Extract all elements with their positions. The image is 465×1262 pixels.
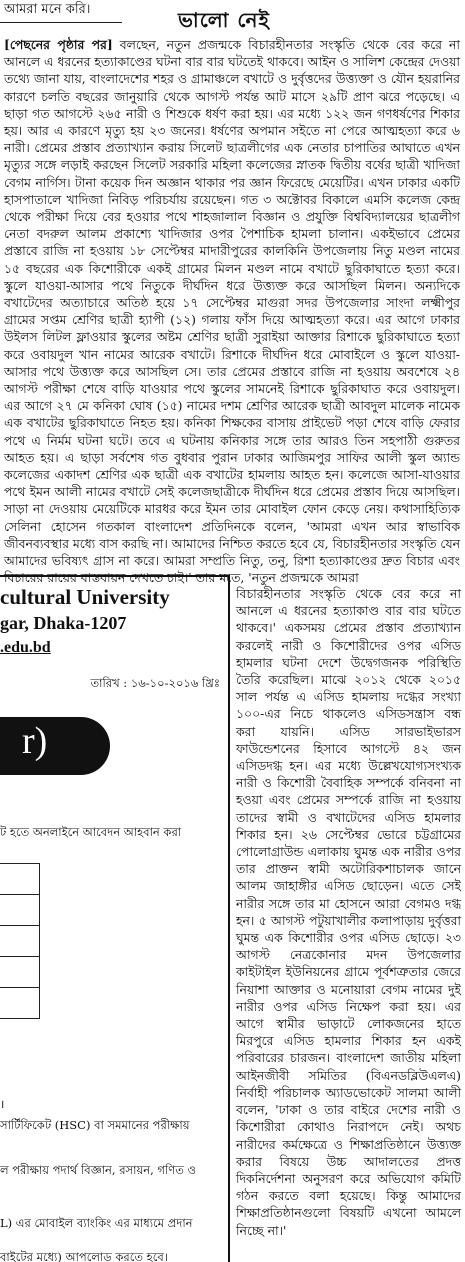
table-row — [0, 863, 40, 894]
article-body — [4, 36, 460, 587]
ad-date: তারিখ : ১৬-১০-২০১৬ খ্রিঃ — [90, 676, 220, 690]
university-advertisement — [0, 575, 230, 1262]
article-paragraph-2: বিচারহীনতার সংস্কৃতি থেকে বের করে না আনলে এ ধরনের হত্যাকাণ্ড বার বার ঘটতে থাকবে।' একসময় প্রেমের প্রস্তাব প্রত্যাখ্যান করলেই নারী ও কিশোরীদের ওপর এসিড হামলার ঘটনা দেশে উদ্বেগজনক পরিস্থিতি তৈরি করেছিল। মাঝে ২০১২ থেকে ২০১৫ সাল পর্যন্ত এ এসিড হামলায় দগ্ধের সংখ্যা ১০০-এর নিচে থাকলেও এসিডসন্ত্রাস বন্ধ করা যায়নি। এসিড সারভাইভারস ফাউন্ডেশনের হিসাবে আগস্টে ৪২ জন এসিডদগ্ধ হন। এর মধ্যে উল্লেখযোগ্যসংখ্যক নারী ও কিশোরী বৈবাহিক সম্পর্কে বনিবনা না হওয়া এবং প্রেমের সম্পর্কে রাজি না হওয়ায় তাদের স্বামী ও বখাটেদের এসিড হামলার শিকার হন। ২৬ সেপ্টেম্বর ভোরে চট্টগ্রামের পোলোগ্রাউন্ড এলাকায় ঘুমন্ত এক নারীর ওপর তার প্রাক্তন স্বামী অটোরিকশাচালক জানে আলম জাহাঙ্গীর এসিড ছোড়েন। এতে সেই নারীর সঙ্গে তার মা হোসনে আরা বেগমও দগ্ধ হন। ৫ আগস্ট পটুয়াখালীর কলাপাড়ায় দুর্বৃত্তরা ঘুমন্ত এক কিশোরীর ওপর এসিড ছোড়ে। ২৩ আগস্ট নেত্রকোনার মদন উপজেলার কাইটাইল ইউনিয়নের গ্রামে পূর্বশত্রুতার জেরে নিয়াশা আক্তার ও মনোয়ারা বেগম নামের দুই নারীর ওপর এসিড নিক্ষেপ করা হয়। এর আগে স্বামীর ভাড়াটে লোকজনের হাতে মিরপুরে এসিড হামলার শিকার হন একই পরিবারের চারজন। বাংলাদেশ জাতীয় মহিলা আইনজীবী সমিতির (বিএনডব্লিউএলএ) নির্বাহী পরিচালক অ্যাডভোকেট সালমা আলী বলেন, 'ঢাকা ও তার বাইরে দেশের নারী ও কিশোরীরা কোথাও নিরাপদে নেই। অথচ নারীদের কর্মক্ষেত্রে ও শিক্ষাপ্রতিষ্ঠানে উত্ত্যক্ত করার বিষয়ে উচ্চ আদালতের প্রদত্ত দিকনির্দেশনা অনুসরণ করে অভিযোগ কমিটি গঠন করতে বলা হয়েছে। কিন্তু আমাদের শিক্ষাপ্রতিষ্ঠানগুলো বিষয়টি এখনো আমলে নিচ্ছে না।' — [236, 586, 461, 1238]
ad-mobile-line: L) এর মোবাইল ব্যাংকিং এর মাধ্যমে প্রদান — [0, 1216, 193, 1230]
ad-table-fragment — [0, 863, 40, 1019]
continuation-tag: [পেছনের পৃষ্ঠার পর] — [4, 37, 113, 52]
ad-address: gar, Dhaka-1207 — [0, 613, 127, 633]
table-row — [0, 925, 40, 956]
ad-upload-line: বাইটের মধ্যে) আপলোড করতে হবে। — [0, 1250, 168, 1262]
article-paragraph-1 — [4, 36, 460, 587]
table-row — [0, 956, 40, 987]
table-row — [0, 894, 40, 925]
ad-apply-line: ট হতে অনলাইনে আবেদন আহবান করা — [0, 825, 182, 839]
article-body-continued — [236, 585, 461, 1239]
article-text-1: বলছেন, নতুন প্রজন্মকে বিচারহীনতার সংস্কৃতি থেকে বের করে না আনলে এ ধরনের হত্যাকাণ্ডের ঘটনা বার বার ঘটতেই থাকবে। আইন ও সালিশ কেন্দ্রের দেওয়া তথ্যে জানা যায়, বাংলাদেশের শহর ও গ্রামাঞ্চলে বখাটে ও দুর্বৃত্তদের উত্ত্যক্তা ও যৌন হয়রানির কারণে চলতি বছরের জানুয়ারি থেকে আগস্ট পর্যন্ত আট মাসে ২৯টি প্রাণ ঝরে পড়েছে। এ ছাড়া গত আগস্টে ২৬৫ নারী ও শিশুকে ধর্ষণ করা হয়। এর মধ্যে ১২২ জন গণধর্ষণের শিকার হয়। আর এ কারণে মৃত্যু হয় ২৩ জনের। ধর্ষণের অপমান সইতে না পেরে আত্মহত্যা করে ৬ নারী। প্রেমের প্রস্তাব প্রত্যাখ্যান করায় সিলেট ছাত্রলীগের এক নেতার চাপাতির আঘাতে এখন মৃত্যুর সঙ্গে লড়াই করছেন সিলেট সরকারি মহিলা কলেজের স্নাতক দ্বিতীয় বর্ষের ছাত্রী খাদিজা বেগম নার্গিস। টানা কয়েক দিন অজ্ঞান থাকার পর জ্ঞান ফিরেছে মেয়েটির। এখন ঢাকার একটি হাসপাতালে খাদিজা নিবিড় পরিচর্যায় রয়েছেন। গত ৩ অক্টোবর বিকালে এমসি কলেজ কেন্দ্র থেকে পরীক্ষা দিয়ে বের হওয়ার পথে শাহজালাল বিজ্ঞান ও প্রযুক্তি বিশ্ববিদ্যালয়ের ছাত্রলীগ নেতা বদরুল আলম প্রকাশ্যে খাদিজার ওপর পৈশাচিক হামলা চালান। একইভাবে প্রেমের প্রস্তাবে রাজি না হওয়ায় ১৮ সেপ্টেম্বর মাদারীপুরের কালকিনি উপজেলায় নিতু মণ্ডল নামের ১৫ বছরের এক কিশোরীকে একই গ্রামের মিলন মণ্ডল নামে বখাটে ছুরিকাঘাতে হত্যা করে। স্কুলে যাওয়া-আসার পথে নিতুকে দীর্ঘদিন ধরে উত্ত্যক্ত করে আসছিল মিলন। অন্যদিকে বখাটেদের অত্যাচারে অতিষ্ঠ হয়ে ১৭ সেপ্টেম্বর মাগুরা সদর উপজেলার সাংদা লক্ষ্মীপুর গ্রামের সপ্তম শ্রেণির ছাত্রী হ্যাপী (১২) গলায় ফাঁস দিয়ে আত্মহত্যা করে। এর আগে ঢাকার উইলস লিটল ফ্লাওয়ার স্কুলের অষ্টম শ্রেণির ছাত্রী সুরাইয়া আক্তার রিশাকে ছুরিকাঘাতে হত্যা করে ওবায়দুল খান নামের আরেক বখাটে। রিশাকে দীর্ঘদিন ধরে মোবাইলে ও স্কুলে যাওয়া-আসার পথে উত্ত্যক্ত করে আসছিল সে। তার প্রেমের প্রস্তাবে রাজি না হওয়ায় অবশেষে ২৪ আগস্ট পরীক্ষা শেষে বাড়ি যাওয়ার পথে স্কুলের সামনেই রিশাকে ছুরিকাঘাত করে ওবায়দুল। এর আগে ২৭ মে কনিকা ঘোষ (১৫) নামের দশম শ্রেণির আরেক ছাত্রী আবদুল মালেক নামেক এক বখাটের ছুরিকাঘাতে নিহত হয়। কনিকা শিক্ষকের বাসায় প্রাইভেট পড়া শেষে বাড়ি ফেরার পথে এ নির্মম ঘটনা ঘটে। তবে এ ঘটনায় কনিকার সঙ্গে তার আরও তিন সহপাঠী গুরুতর আহত হয়। এ ছাড়া সর্বশেষ গত বুধবার পুরান ঢাকার আজিমপুর সাফির আলী স্কুল অ্যান্ড কলেজের একাদশ শ্রেণির এক ছাত্রী এক বখাটের হামলায় আহত হন। কলেজে আসা-যাওয়ার পথে ইমন আলী নামের বখাটে সেই কলেজছাত্রীকে দীর্ঘদিন ধরে প্রেমের প্রস্তাব দিয়ে আসছিল। সাড়া না দেওয়ায় মেয়েটিকে মারধর করে ইমন তার মোবাইল ফোন কেড়ে নেয়। কথাসাহিত্যিক সেলিনা হোসেন গতকাল বাংলাদেশ প্রতিদিনকে বলেন, 'আমরা এখন আর স্বাভাবিক জীবনব্যবস্থার মধ্যে বাস করছি না। আমাদের নিশ্চিত করতে হবে যে, বিচারহীনতার সংস্কৃতি যেন আমাদের ভবিষ্যৎ গ্রাস না করে। আমরা সম্প্রতি নিতু, তনু, রিশা হত্যাকাণ্ডের দ্রুত বিচার এবং বিচারের রায়ের বাস্তবায়ন দেখতে চাই।' তার মতে, 'নতুন প্রজন্মকে আমরা — [4, 37, 460, 586]
table-row — [0, 987, 40, 1019]
ad-bullet: । — [0, 1097, 5, 1111]
ad-website: .edu.bd — [0, 639, 51, 656]
ad-banner-text: r) — [22, 720, 48, 762]
article-headline: ভালো নেই — [178, 8, 270, 32]
previous-column-fragment — [0, 0, 122, 23]
ad-title-banner — [0, 717, 110, 775]
ad-subjects-line: ল পরীক্ষায় পদার্থ বিজ্ঞান, রসায়ন, গণিত ও — [0, 1163, 196, 1177]
ad-hsc-line: সার্টিফিকেট (HSC) বা সমমানের পরীক্ষায় — [0, 1118, 190, 1132]
ad-university-name: cultural University — [0, 585, 170, 609]
previous-column-text: আমরা মনে করি। — [4, 2, 91, 17]
